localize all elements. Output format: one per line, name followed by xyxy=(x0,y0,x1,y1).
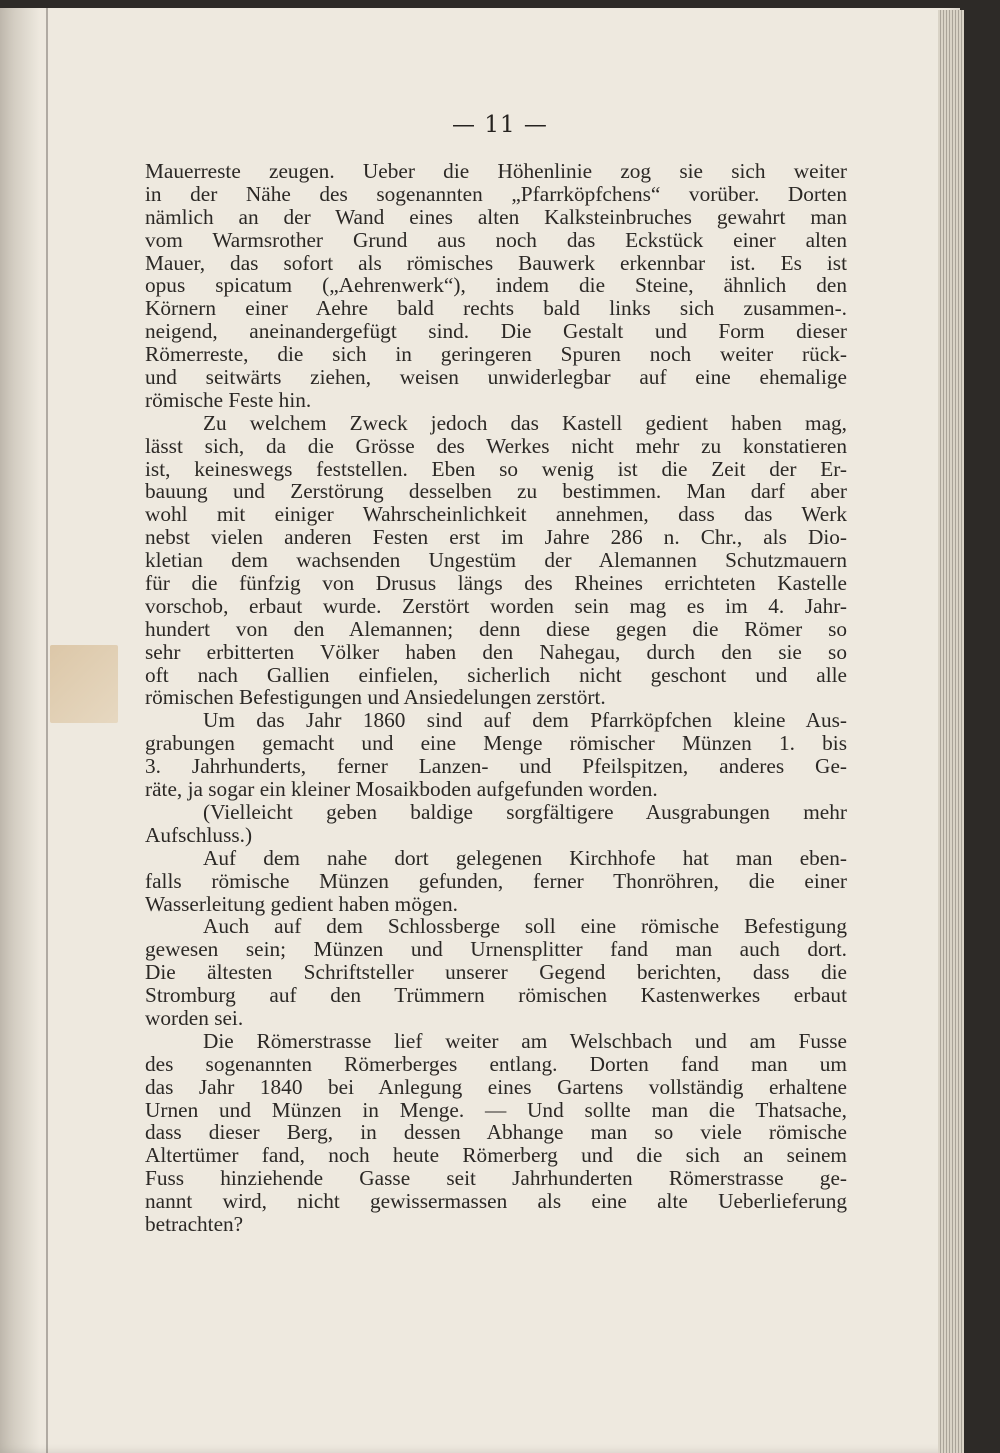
text-line: Wasserleitung gedient haben mögen. xyxy=(145,891,458,916)
text-line: Urnen und Münzen in Menge. — Und sollte man die Thatsache, xyxy=(145,1097,847,1122)
text-line: das Jahr 1840 bei Anlegung eines Gartens vollständig erhaltene xyxy=(145,1074,847,1099)
text-line: nämlich an der Wand eines alten Kalksteinbruches gewahrt man xyxy=(145,204,847,229)
text-line: ist, keineswegs feststellen. Eben so wenig ist die Zeit der Er- xyxy=(145,456,847,481)
text-line: dass dieser Berg, in dessen Abhange man so viele römische xyxy=(145,1120,847,1145)
text-line: römische Feste hin. xyxy=(145,387,312,412)
text-line: römischen Befestigungen und Ansiedelungen zerstört. xyxy=(145,685,606,710)
text-line: kletian dem wachsenden Ungestüm der Alemannen Schutzmauern xyxy=(145,548,847,573)
gutter-shadow xyxy=(0,0,40,1453)
text-line: Die Römerstrasse lief weiter am Welschbach und am Fusse xyxy=(203,1028,847,1053)
text-line: und seitwärts ziehen, weisen unwiderlegbar auf eine ehemalige xyxy=(145,365,847,390)
text-line: neigend, aneinandergefügt sind. Die Gestalt und Form dieser xyxy=(145,319,847,344)
paragraph xyxy=(145,1030,847,1236)
text-line: Mauer, das sofort als römisches Bauwerk erkennbar ist. Es ist xyxy=(145,250,847,275)
text-line: Stromburg auf den Trümmern römischen Kastenwerkes erbaut xyxy=(145,983,847,1008)
text-line: Altertümer fand, noch heute Römerberg und die sich an seinem xyxy=(145,1143,847,1168)
text-line: Zu welchem Zweck jedoch das Kastell gedient haben mag, xyxy=(203,410,847,435)
paragraph xyxy=(145,412,847,710)
text-line: Aufschluss.) xyxy=(145,822,253,847)
page-number: — 11 — xyxy=(452,112,548,138)
text-line: vom Warmsrother Grund aus noch das Eckstück einer alten xyxy=(145,227,847,252)
text-line: Auch auf dem Schlossberge soll eine römische Befestigung xyxy=(203,914,847,939)
text-line: worden sei. xyxy=(145,1005,244,1030)
text-line: des sogenannten Römerberges entlang. Dorten fand man um xyxy=(145,1051,847,1076)
text-line: Auf dem nahe dort gelegenen Kirchhofe hat man eben- xyxy=(203,845,847,870)
text-line: für die fünfzig von Drusus längs des Rheines errichteten Kastelle xyxy=(145,571,847,596)
text-line: vorschob, erbaut wurde. Zerstört worden sein mag es im 4. Jahr- xyxy=(145,593,847,618)
text-line: (Vielleicht geben baldige sorgfältigere Ausgrabungen mehr xyxy=(203,799,847,824)
paragraph xyxy=(145,847,847,916)
paragraph xyxy=(145,801,847,847)
text-line: betrachten? xyxy=(145,1211,244,1236)
page-stack-edges xyxy=(938,10,964,1453)
body-text xyxy=(145,160,847,1236)
text-line: Körnern einer Aehre bald rechts bald links sich zusammen-. xyxy=(145,296,847,321)
text-line: grabungen gemacht und eine Menge römischer Münzen 1. bis xyxy=(145,731,847,756)
text-line: lässt sich, da die Grösse des Werkes nicht mehr zu konstatieren xyxy=(145,433,847,458)
page-fold-line xyxy=(46,0,48,1453)
paper-stain xyxy=(50,645,118,723)
text-line: Die ältesten Schriftsteller unserer Gegend berichten, dass die xyxy=(145,960,847,985)
text-line: nannt wird, nicht gewissermassen als eine alte Ueberlieferung xyxy=(145,1189,847,1214)
text-line: oft nach Gallien einfielen, sicherlich nicht geschont und alle xyxy=(145,662,847,687)
paragraph xyxy=(145,915,847,1029)
text-line: Mauerreste zeugen. Ueber die Höhenlinie zog sie sich weiter xyxy=(145,159,847,183)
text-line: wohl mit einiger Wahrscheinlichkeit annehmen, dass das Werk xyxy=(145,502,847,527)
paragraph xyxy=(145,709,847,801)
text-line: Römerreste, die sich in geringeren Spuren noch weiter rück- xyxy=(145,342,847,367)
text-line: falls römische Münzen gefunden, ferner Thonröhren, die einer xyxy=(145,868,847,893)
top-border xyxy=(0,0,1000,8)
text-line: in der Nähe des sogenannten „Pfarrköpfchens“ vorüber. Dorten xyxy=(145,181,847,206)
text-line: nebst vielen anderen Festen erst im Jahre 286 n. Chr., als Dio- xyxy=(145,525,847,550)
text-line: Um das Jahr 1860 sind auf dem Pfarrköpfchen kleine Aus- xyxy=(203,708,847,733)
text-line: bauung und Zerstörung desselben zu bestimmen. Man darf aber xyxy=(145,479,847,504)
text-line: Fuss hinziehende Gasse seit Jahrhunderten Römerstrasse ge- xyxy=(145,1166,847,1191)
text-line: hundert von den Alemannen; denn diese gegen die Römer so xyxy=(145,616,847,641)
text-line: gewesen sein; Münzen und Urnensplitter fand man auch dort. xyxy=(145,937,847,962)
text-line: räte, ja sogar ein kleiner Mosaikboden aufgefunden worden. xyxy=(145,777,658,802)
text-line: sehr erbitterten Völker haben den Nahegau, durch den sie so xyxy=(145,639,847,664)
text-line: 3. Jahrhunderts, ferner Lanzen- und Pfeilspitzen, anderes Ge- xyxy=(145,754,847,779)
text-line: opus spicatum („Aehrenwerk“), indem die Steine, ähnlich den xyxy=(145,273,847,298)
paragraph xyxy=(145,160,847,412)
